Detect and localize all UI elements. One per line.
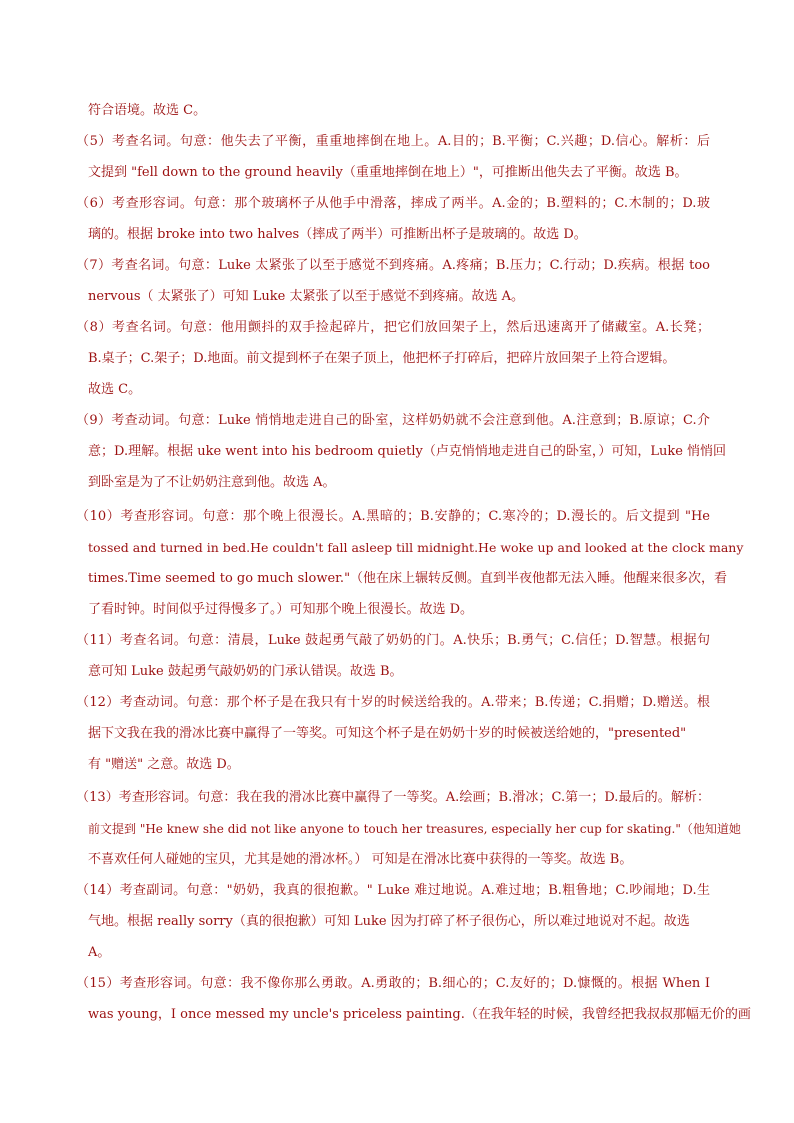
text-line: tossed and turned in bed.He couldn't fall asleep till midnight.He woke up and looked at the clock many bbox=[88, 540, 744, 555]
text-line: （10）考查形容词。句意：那个晚上很漫长。A.黑暗的；B.安静的；C.寒冷的；D.漫长的。后文提到 "He bbox=[76, 509, 710, 524]
text-line: 符合语境。故选 C。 bbox=[88, 103, 207, 118]
text-line: 有 "赠送" 之意。故选 D。 bbox=[88, 757, 240, 772]
text-line: 了看时钟。时间似乎过得慢多了。）可知那个晚上很漫长。故选 D。 bbox=[88, 602, 474, 617]
text-line: （14）考查副词。句意："奶奶，我真的很抱歉。" Luke 难过地说。A.难过地；B.粗鲁地；C.吵闹地；D.生 bbox=[76, 883, 710, 898]
text-line: （9）考查动词。句意：Luke 悄悄地走进自己的卧室，这样奶奶就不会注意到他。A.注意到；B.原谅；C.介 bbox=[76, 413, 710, 428]
text-line: nervous（ 太紧张了）可知 Luke 太紧张了以至于感觉不到疼痛。故选 A。 bbox=[88, 289, 524, 304]
text-line: was young，I once messed my uncle's priceless painting.（在我年轻的时候，我曾经把我叔叔那幅无价的画 bbox=[88, 1007, 751, 1022]
text-line: （6）考查形容词。句意：那个玻璃杯子从他手中滑落，摔成了两半。A.金的；B.塑料的；C.木制的；D.玻 bbox=[76, 196, 710, 211]
text-line: 前文提到 "He knew she did not like anyone to touch her treasures, especially her cup for skating."（他知道她 bbox=[88, 822, 741, 836]
text-line: 到卧室是为了不让奶奶注意到他。故选 A。 bbox=[88, 475, 336, 490]
text-line: 意；D.理解。根据 uke went into his bedroom quietly（卢克悄悄地走进自己的卧室，）可知，Luke 悄悄回 bbox=[88, 444, 727, 459]
text-line: （11）考查名词。句意：清晨，Luke 鼓起勇气敲了奶奶的门。A.快乐；B.勇气；C.信任；D.智慧。根据句 bbox=[76, 633, 710, 648]
text-line: （13）考查形容词。句意：我在我的滑冰比赛中赢得了一等奖。A.绘画；B.滑冰；C.第一；D.最后的。解析： bbox=[76, 790, 710, 805]
text-line: （8）考查名词。句意：他用颤抖的双手捡起碎片，把它们放回架子上，然后迅速离开了储藏室。A.长凳； bbox=[76, 320, 710, 335]
text-line: 据下文我在我的滑冰比赛中赢得了一等奖。可知这个杯子是在奶奶十岁的时候被送给她的，"presented" bbox=[88, 726, 687, 741]
text-line: （5）考查名词。句意：他失去了平衡，重重地摔倒在地上。A.目的；B.平衡；C.兴趣；D.信心。解析：后 bbox=[76, 134, 710, 149]
text-line: times.Time seemed to go much slower."（他在床上辗转反侧。直到半夜他都无法入睡。他醒来很多次，看 bbox=[88, 571, 728, 586]
text-line: B.桌子；C.架子；D.地面。前文提到杯子在架子顶上，他把杯子打碎后，把碎片放回架子上符合逻辑。 bbox=[88, 351, 676, 366]
text-line: （12）考查动词。句意：那个杯子是在我只有十岁的时候送给我的。A.带来；B.传递；C.捐赠；D.赠送。根 bbox=[76, 695, 710, 710]
text-line: 气地。根据 really sorry（真的很抱歉）可知 Luke 因为打碎了杯子很伤心，所以难过地说对不起。故选 bbox=[88, 914, 690, 929]
text-line: 璃的。根据 broke into two halves（摔成了两半）可推断出杯子是玻璃的。故选 D。 bbox=[88, 227, 587, 242]
text-line: A。 bbox=[88, 945, 111, 960]
text-line: 不喜欢任何人碰她的宝贝，尤其是她的滑冰杯。） 可知是在滑冰比赛中获得的一等奖。故选 B。 bbox=[88, 852, 633, 867]
text-line: 故选 C。 bbox=[88, 382, 142, 397]
text-line: 意可知 Luke 鼓起勇气敲奶奶的门承认错误。故选 B。 bbox=[88, 664, 403, 679]
text-line: 文提到 "fell down to the ground heavily（重重地摔倒在地上）"，可推断出他失去了平衡。故选 B。 bbox=[88, 165, 688, 180]
text-line: （7）考查名词。句意：Luke 太紧张了以至于感觉不到疼痛。A.疼痛；B.压力；C.行动；D.疾病。根据 too bbox=[76, 258, 710, 273]
text-line: （15）考查形容词。句意：我不像你那么勇敢。A.勇敢的；B.细心的；C.友好的；D.慷慨的。根据 When I bbox=[76, 976, 710, 991]
